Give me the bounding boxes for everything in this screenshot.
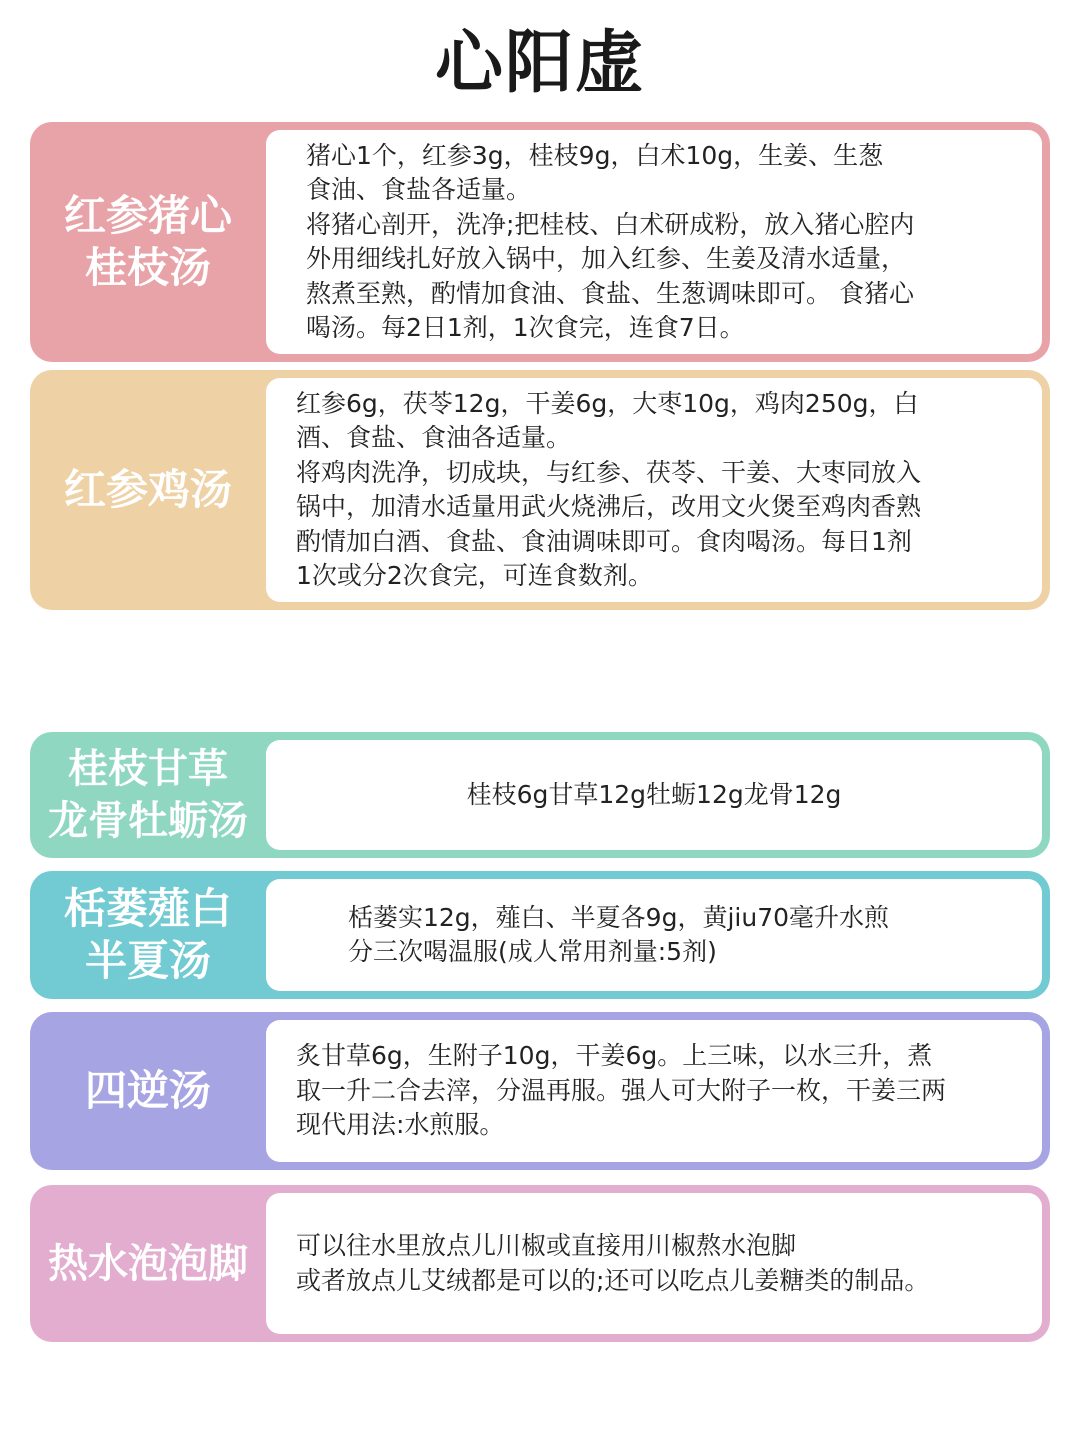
remedy-description: 炙甘草6g，生附子10g，干姜6g。上三味，以水三升，煮 取一升二合去滓，分温再服。强人可大附子一枚，干姜三两 现代用法:水煎服。 — [266, 1020, 1042, 1162]
remedy-name: 红参鸡汤 — [63, 465, 232, 514]
remedy-description: 栝蒌实12g，薤白、半夏各9g，黄jiu70毫升水煎 分三次喝温服(成人常用剂量:5剂) — [266, 879, 1042, 991]
remedy-name: 红参猪心 桂枝汤 — [63, 191, 232, 292]
remedy-card-hongshen-zhuxin — [30, 122, 1050, 362]
remedy-card-gualou-xiebai — [30, 871, 1050, 999]
remedy-description: 猪心1个，红参3g，桂枝9g，白术10g，生姜、生葱 食油、食盐各适量。 将猪心剖开，洗净;把桂枝、白术研成粉，放入猪心腔内 外用细线扎好放入锅中，加入红参、生姜及清水适量， 熬煮至熟，酌情加食油、食盐、生葱调味即可。 食猪心 喝汤。每2日1剂，1次食完，连食7日。 — [266, 130, 1042, 354]
remedy-card-hongshen-jitang — [30, 370, 1050, 610]
remedy-card-guizhi-gancao — [30, 732, 1050, 858]
remedy-description: 可以往水里放点儿川椒或直接用川椒熬水泡脚 或者放点儿艾绒都是可以的;还可以吃点儿姜糖类的制品。 — [266, 1193, 1042, 1334]
remedy-name: 桂枝甘草 龙骨牡蛎汤 — [48, 746, 248, 844]
page-title: 心阳虚 — [434, 24, 645, 103]
remedy-name: 栝蒌薤白 半夏汤 — [63, 884, 232, 985]
remedy-description: 桂枝6g甘草12g牡蛎12g龙骨12g — [266, 740, 1042, 850]
remedy-description: 红参6g，茯苓12g，干姜6g，大枣10g，鸡肉250g，白 酒、食盐、食油各适量。 将鸡肉洗净，切成块，与红参、茯苓、干姜、大枣同放入 锅中，加清水适量用武火烧沸后，改用文火煲至鸡肉香熟 酌情加白酒、食盐、食油调味即可。食肉喝汤。每日1剂 1次或分2次食完，可连食数剂。 — [266, 378, 1042, 602]
remedy-name: 四逆汤 — [84, 1066, 211, 1115]
remedy-name: 热水泡泡脚 — [48, 1240, 248, 1287]
remedy-card-sini-tang — [30, 1012, 1050, 1170]
remedy-card-foot-soak — [30, 1185, 1050, 1342]
